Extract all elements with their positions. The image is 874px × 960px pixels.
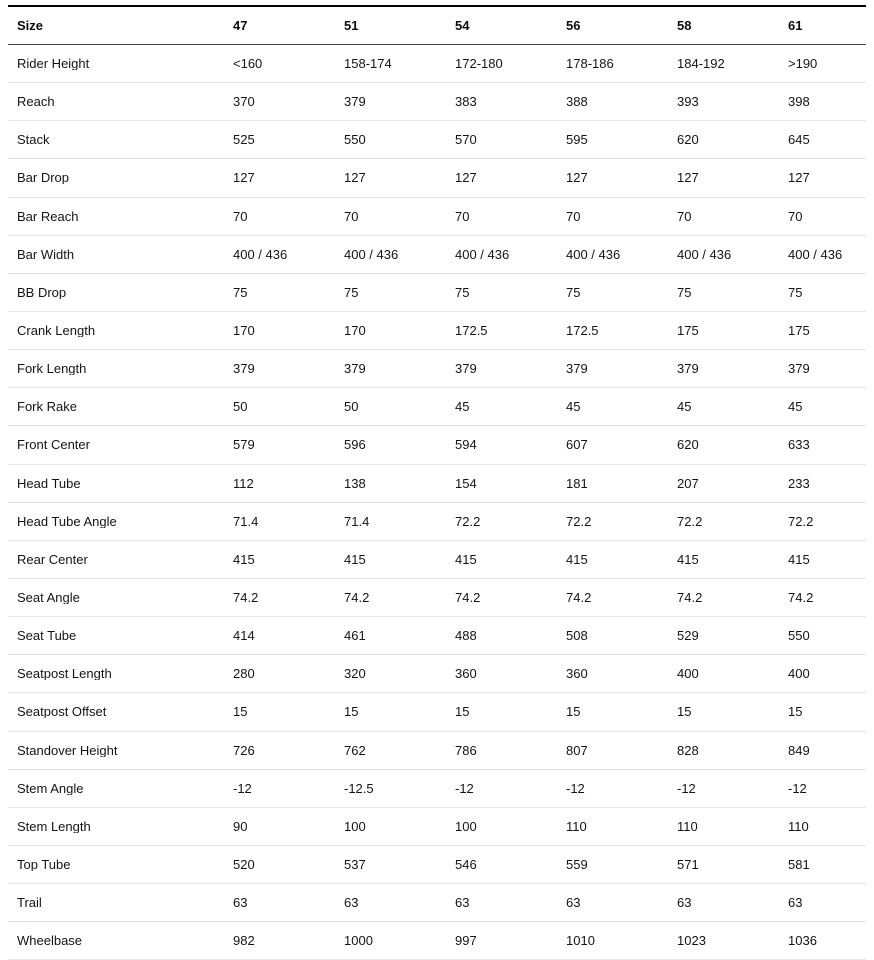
cell-value: -12 — [566, 781, 585, 795]
cell-value: 379 — [233, 362, 255, 376]
column-header: 56 — [566, 19, 581, 32]
cell-value: 415 — [677, 552, 699, 566]
cell-value: >190 — [788, 57, 818, 71]
cell-value: -12.5 — [344, 781, 374, 795]
table-row — [8, 693, 866, 731]
cell-value: 645 — [788, 133, 810, 147]
cell-value: 74.2 — [788, 591, 814, 605]
row-label: Stem Length — [17, 819, 91, 833]
cell-value: 15 — [566, 705, 581, 719]
cell-value: 75 — [344, 285, 359, 299]
cell-value: 607 — [566, 438, 588, 452]
cell-value: 546 — [455, 858, 477, 872]
cell-value: 379 — [344, 362, 366, 376]
cell-value: 633 — [788, 438, 810, 452]
cell-value: 158-174 — [344, 57, 392, 71]
cell-value: 127 — [455, 171, 477, 185]
table-row — [8, 922, 866, 960]
cell-value: 72.2 — [455, 514, 481, 528]
table-row — [8, 884, 866, 922]
cell-value: 400 / 436 — [455, 247, 510, 261]
column-header: 61 — [788, 19, 803, 32]
cell-value: 415 — [233, 552, 255, 566]
cell-value: 581 — [788, 858, 810, 872]
cell-value: 72.2 — [677, 514, 703, 528]
cell-value: 72.2 — [566, 514, 592, 528]
cell-value: 360 — [566, 667, 588, 681]
cell-value: 70 — [455, 209, 470, 223]
cell-value: 280 — [233, 667, 255, 681]
cell-value: 138 — [344, 476, 366, 490]
column-header-size: Size — [17, 19, 44, 32]
cell-value: 525 — [233, 133, 255, 147]
cell-value: 400 / 436 — [566, 247, 621, 261]
cell-value: 172.5 — [566, 324, 599, 338]
geometry-table — [8, 5, 866, 960]
cell-value: -12 — [455, 781, 474, 795]
cell-value: 110 — [788, 819, 809, 833]
table-row — [8, 350, 866, 388]
row-label: Trail — [17, 896, 42, 910]
cell-value: 127 — [566, 171, 588, 185]
row-label: Front Center — [17, 438, 90, 452]
cell-value: 400 / 436 — [788, 247, 843, 261]
cell-value: 233 — [788, 476, 810, 490]
cell-value: 400 / 436 — [677, 247, 732, 261]
cell-value: 74.2 — [566, 591, 592, 605]
row-label: Seat Angle — [17, 591, 80, 605]
cell-value: 70 — [566, 209, 581, 223]
cell-value: 184-192 — [677, 57, 725, 71]
row-label: Reach — [17, 95, 55, 109]
column-header: 58 — [677, 19, 692, 32]
table-row — [8, 198, 866, 236]
cell-value: 400 / 436 — [344, 247, 399, 261]
cell-value: 71.4 — [233, 514, 259, 528]
table-header-row — [8, 7, 866, 45]
cell-value: 100 — [344, 819, 366, 833]
cell-value: 154 — [455, 476, 477, 490]
column-header: 51 — [344, 19, 359, 32]
cell-value: <160 — [233, 57, 263, 71]
cell-value: 595 — [566, 133, 588, 147]
row-label: Head Tube Angle — [17, 514, 117, 528]
table-row — [8, 770, 866, 808]
cell-value: 112 — [233, 476, 254, 490]
cell-value: 360 — [455, 667, 477, 681]
cell-value: 181 — [566, 476, 588, 490]
cell-value: 75 — [233, 285, 248, 299]
cell-value: 175 — [677, 324, 699, 338]
table-row — [8, 121, 866, 159]
cell-value: 400 — [677, 667, 699, 681]
row-label: Crank Length — [17, 324, 96, 338]
cell-value: 71.4 — [344, 514, 370, 528]
cell-value: 508 — [566, 629, 588, 643]
table-row — [8, 426, 866, 464]
cell-value: 997 — [455, 934, 477, 948]
cell-value: 100 — [455, 819, 477, 833]
cell-value: 74.2 — [233, 591, 259, 605]
row-label: BB Drop — [17, 285, 67, 299]
row-label: Bar Width — [17, 247, 75, 261]
cell-value: 75 — [455, 285, 470, 299]
table-row — [8, 236, 866, 274]
cell-value: 320 — [344, 667, 366, 681]
cell-value: 178-186 — [566, 57, 614, 71]
cell-value: 400 — [788, 667, 810, 681]
row-label: Standover Height — [17, 743, 118, 757]
cell-value: 63 — [344, 896, 359, 910]
cell-value: 63 — [455, 896, 470, 910]
cell-value: 1010 — [566, 934, 595, 948]
cell-value: 400 / 436 — [233, 247, 288, 261]
table-row — [8, 846, 866, 884]
row-label: Bar Reach — [17, 209, 79, 223]
cell-value: 414 — [233, 629, 255, 643]
row-label: Rider Height — [17, 57, 90, 71]
cell-value: 570 — [455, 133, 477, 147]
cell-value: 529 — [677, 629, 699, 643]
cell-value: 172-180 — [455, 57, 503, 71]
cell-value: 127 — [233, 171, 255, 185]
cell-value: 172.5 — [455, 324, 488, 338]
cell-value: 488 — [455, 629, 477, 643]
cell-value: 72.2 — [788, 514, 814, 528]
cell-value: 50 — [233, 400, 248, 414]
cell-value: 398 — [788, 95, 810, 109]
column-header: 54 — [455, 19, 470, 32]
cell-value: 807 — [566, 743, 588, 757]
cell-value: -12 — [788, 781, 807, 795]
cell-value: 415 — [455, 552, 477, 566]
cell-value: 75 — [566, 285, 581, 299]
cell-value: 461 — [344, 629, 366, 643]
cell-value: 70 — [233, 209, 248, 223]
cell-value: 45 — [677, 400, 692, 414]
cell-value: 571 — [677, 858, 699, 872]
cell-value: 726 — [233, 743, 255, 757]
cell-value: 393 — [677, 95, 699, 109]
cell-value: 579 — [233, 438, 255, 452]
cell-value: 70 — [344, 209, 359, 223]
cell-value: 849 — [788, 743, 810, 757]
cell-value: 370 — [233, 95, 255, 109]
cell-value: 415 — [344, 552, 366, 566]
cell-value: 15 — [788, 705, 803, 719]
cell-value: 620 — [677, 438, 699, 452]
cell-value: 75 — [677, 285, 692, 299]
table-row — [8, 541, 866, 579]
cell-value: 383 — [455, 95, 477, 109]
table-row — [8, 274, 866, 312]
cell-value: 982 — [233, 934, 255, 948]
cell-value: 127 — [344, 171, 366, 185]
table-row — [8, 808, 866, 846]
cell-value: 379 — [788, 362, 810, 376]
cell-value: 379 — [566, 362, 588, 376]
cell-value: -12 — [677, 781, 696, 795]
cell-value: 74.2 — [455, 591, 481, 605]
row-label: Bar Drop — [17, 171, 70, 185]
table-row — [8, 83, 866, 121]
cell-value: 15 — [233, 705, 248, 719]
table-row — [8, 465, 866, 503]
cell-value: 63 — [233, 896, 248, 910]
cell-value: 175 — [788, 324, 810, 338]
cell-value: 63 — [566, 896, 581, 910]
row-label: Wheelbase — [17, 934, 83, 948]
cell-value: 45 — [566, 400, 581, 414]
cell-value: 379 — [344, 95, 366, 109]
cell-value: 388 — [566, 95, 588, 109]
cell-value: 63 — [788, 896, 803, 910]
cell-value: 1023 — [677, 934, 706, 948]
cell-value: 70 — [677, 209, 692, 223]
cell-value: 15 — [344, 705, 359, 719]
row-label: Rear Center — [17, 552, 88, 566]
cell-value: 45 — [788, 400, 803, 414]
cell-value: 550 — [344, 133, 366, 147]
table-row — [8, 655, 866, 693]
row-label: Stem Angle — [17, 781, 84, 795]
row-label: Seatpost Offset — [17, 705, 107, 719]
cell-value: 594 — [455, 438, 477, 452]
table-row — [8, 732, 866, 770]
table-body — [8, 45, 866, 960]
cell-value: 379 — [677, 362, 699, 376]
cell-value: 110 — [677, 819, 698, 833]
cell-value: 786 — [455, 743, 477, 757]
cell-value: 520 — [233, 858, 255, 872]
row-label: Seat Tube — [17, 629, 77, 643]
cell-value: 550 — [788, 629, 810, 643]
cell-value: 379 — [455, 362, 477, 376]
cell-value: 127 — [788, 171, 810, 185]
cell-value: 620 — [677, 133, 699, 147]
table-row — [8, 312, 866, 350]
cell-value: 74.2 — [344, 591, 370, 605]
row-label: Seatpost Length — [17, 667, 112, 681]
cell-value: 170 — [344, 324, 366, 338]
table-row — [8, 617, 866, 655]
cell-value: -12 — [233, 781, 252, 795]
cell-value: 70 — [788, 209, 803, 223]
table-row — [8, 579, 866, 617]
row-label: Head Tube — [17, 476, 81, 490]
cell-value: 537 — [344, 858, 366, 872]
row-label: Top Tube — [17, 858, 71, 872]
table-row — [8, 159, 866, 197]
cell-value: 50 — [344, 400, 359, 414]
table-row — [8, 388, 866, 426]
cell-value: 415 — [788, 552, 810, 566]
row-label: Stack — [17, 133, 50, 147]
table-row — [8, 503, 866, 541]
cell-value: 127 — [677, 171, 699, 185]
cell-value: 15 — [677, 705, 692, 719]
cell-value: 45 — [455, 400, 470, 414]
row-label: Fork Rake — [17, 400, 77, 414]
cell-value: 75 — [788, 285, 803, 299]
cell-value: 415 — [566, 552, 588, 566]
row-label: Fork Length — [17, 362, 87, 376]
cell-value: 63 — [677, 896, 692, 910]
cell-value: 74.2 — [677, 591, 703, 605]
cell-value: 110 — [566, 819, 587, 833]
cell-value: 559 — [566, 858, 588, 872]
cell-value: 828 — [677, 743, 699, 757]
cell-value: 596 — [344, 438, 366, 452]
column-header: 47 — [233, 19, 248, 32]
cell-value: 207 — [677, 476, 699, 490]
cell-value: 762 — [344, 743, 366, 757]
cell-value: 1000 — [344, 934, 373, 948]
table-row — [8, 45, 866, 83]
cell-value: 170 — [233, 324, 255, 338]
cell-value: 1036 — [788, 934, 817, 948]
cell-value: 15 — [455, 705, 470, 719]
cell-value: 90 — [233, 819, 248, 833]
